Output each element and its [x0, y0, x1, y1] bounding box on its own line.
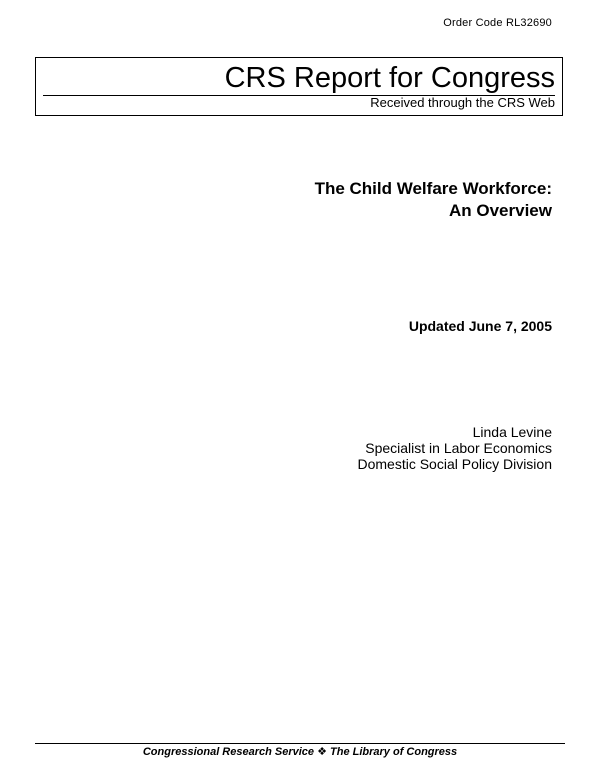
updated-date: Updated June 7, 2005 [408, 318, 552, 334]
document-title-line-1: The Child Welfare Workforce: [314, 179, 552, 198]
order-code: Order Code RL32690 [443, 17, 552, 29]
masthead-title: CRS Report for Congress [224, 62, 555, 94]
footer-text: Congressional Research Service ❖ The Library of Congress [142, 746, 458, 758]
document-title [315, 178, 552, 222]
author-division: Domestic Social Policy Division [357, 456, 552, 472]
author-name: Linda Levine [472, 424, 552, 440]
report-masthead [35, 57, 563, 116]
author-position: Specialist in Labor Economics [365, 440, 552, 456]
footer-divider [35, 743, 565, 744]
author-block [357, 424, 552, 472]
masthead-subtitle: Received through the CRS Web [370, 95, 555, 110]
document-title-line-2: An Overview [449, 201, 552, 220]
